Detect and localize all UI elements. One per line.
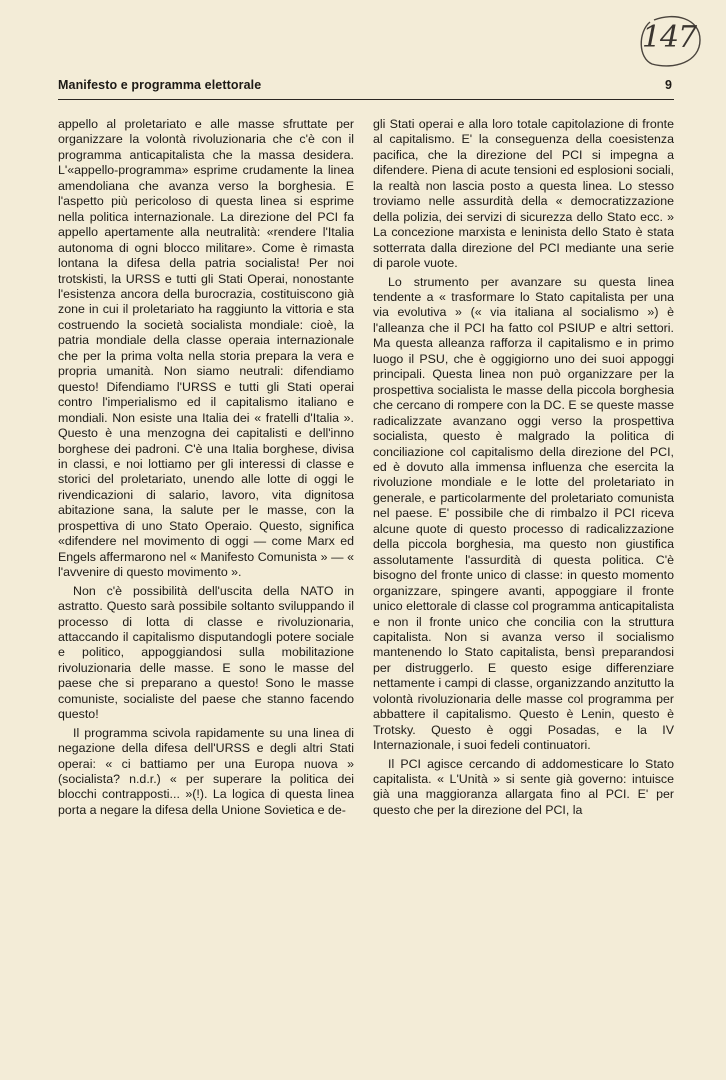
header-rule <box>58 99 674 100</box>
left-column <box>58 117 354 821</box>
right-column <box>373 117 674 821</box>
paragraph: Il programma scivola rapidamente su una linea di negazione della difesa dell'URSS e degli altri Stati operai: « ci battiamo per una Europa nuova » (socialista? n.d.r.) « per superare la politica dei blocchi contrapposti... »(!). La logica di questa linea porta a negare la difesa della Unione Sovietica e de- <box>58 725 354 817</box>
paragraph: Il PCI agisce cercando di addomesticare lo Stato capitalista. « L'Unità » si sente già governo: intuisce già una maggioranza allargata fino al PCI. E' per questo che per la direzione del PCI, la <box>373 756 674 817</box>
folio-page-number: 9 <box>665 78 672 92</box>
paragraph: gli Stati operai e alla loro totale capitolazione di fronte al capitalismo. E' la conseguenza della coesistenza pacifica, che la direzione del PCI si impegna a difendere. Piena di acute tensioni ed esplosioni sociali, la realtà non lascia posto a questa linea. Lo stesso troviamo nelle assurdità della « democratizzazione della polizia, dei servizi di sicurezza dello Stato ecc. » La concezione marxista e leninista dello Stato è stata sotterrata dalla direzione del PCI mediante una serie di parole vuote. <box>373 117 674 271</box>
paragraph: Lo strumento per avanzare su questa linea tendente a « trasformare lo Stato capitalista per una via evolutiva » (« via italiana al socialismo ») è l'alleanza che il PCI ha fatto col PSIUP e altri settori. Ma questa alleanza rafforza il capitalismo e in primo luogo il PSU, che è oggigiorno uno dei suoi appoggi principali. Questa linea non può organizzare per la prospettiva socialista le masse della piccola borghesia che cercano di rompere con la DC. E se queste masse radicalizzate avanzano oggi verso la prospettiva socialista, questo è malgrado la politica di conciliazione col capitalismo della direzione del PCI, ed è dovuto alla immensa influenza che esercita la rivoluzione mondiale e le lotte del proletariato in generale, e particolarmente del proletariato comunista nel paese. E' possibile che di rimbalzo il PCI riceva alcune quote di questo processo di radicalizzazione della piccola borghesia, ma questo non giustifica assolutamente l'assurdità di questa politica. C'è bisogno del fronte unico di classe: in questo momento organizzare, spingere avanti, appoggiare il fronte unico elettorale di classe col programma anticapitalista e non il fronte unico che concilia con la struttura capitalista. Non si avanza verso il socialismo mantenendo lo Stato capitalista, bensì preparandosi per distruggerlo. E questo esige differenziare nettamente i campi di classe, organizzando anzitutto la volontà rivoluzionaria delle masse col programma per abbattere il capitalismo. Questo è Lenin, questo è Trotsky. Questo è oggi Posadas, e la IV Internazionale, i suoi fedeli continuatori. <box>373 274 674 753</box>
handwritten-page-number <box>634 12 704 74</box>
running-title: Manifesto e programma elettorale <box>58 78 262 92</box>
paragraph: appello al proletariato e alle masse sfruttate per organizzare la volontà rivoluzionaria che c'è con il programma anticapitalista che la massa desidera. L'«appello-programma» esprime crudamente la linea amendoliana che avanza verso la borghesia. E l'aspetto più pericoloso di questa linea si esprime nella politica internazionale. La direzione del PCI fa appello apertamente alla neutralità: «rendere l'Italia autonoma di ogni blocco militare». Come è rimasta lontana la difesa della patria socialista! Per noi trotskisti, la URSS e tutti gli Stati Operai, nonostante l'esistenza ancora della burocrazia, costituiscono già zone in cui il proletariato ha raggiunto la vittoria e sta costruendo la società socialista mondiale: cioè, la patria mondiale della classe operaia internazionale che per la prima volta nella storia prepara la vera e propria umanità. Non siamo neutrali: difendiamo questo! Difendiamo l'URSS e tutti gli Stati operai contro l'imperialismo ed il capitalismo italiano e mondiali. Non esiste una Italia dei « fratelli d'Italia ». Questo è una menzogna dei capitalisti e dell'inno borghese dei padroni. C'è una Italia borghese, divisa in classi, e noi lottiamo per gli interessi di classe e storici del proletariato, unendo alle lotte di oggi le rivendicazioni di salario, lavoro, vita dignitosa abitazione sana, la salute per le masse, con la prospettiva di uno Stato Operaio. Questo, significa «difendere nel movimento di oggi — come Marx ed Engels affermarono nel « Manifesto Comunista » — « l'avvenire di questo movimento ». <box>58 117 354 580</box>
paragraph: Non c'è possibilità dell'uscita della NATO in astratto. Questo sarà possibile soltanto sviluppando il processo di lotta di classe e rivoluzionaria, attaccando il capitalismo disputandogli potere sociale e politico, appoggiandosi sulla mobilitazione rivoluzionaria delle masse. E sono le masse del paese che si preparano a questo! Sono le masse comuniste, socialiste del paese che stanno facendo questo! <box>58 583 354 722</box>
handwritten-number-text: 147 <box>641 20 697 55</box>
